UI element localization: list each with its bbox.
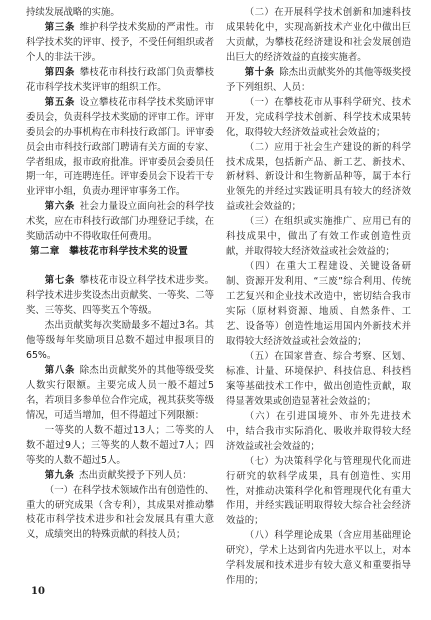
article-text: 攀枝花市科技行政部门负责攀枝花市科学技术奖评审的组织工作。: [26, 66, 214, 93]
article-label: 第九条: [44, 469, 75, 481]
page-number: 10: [31, 586, 45, 597]
article-4: [26, 66, 214, 96]
article-text: 维护科学技术奖励的严肃性。市科学技术奖的评审、授予，不受任何组织或者个人的非法干涉。: [26, 21, 214, 63]
list-item: （三）在组织或实施推广、应用已有的科技成果中，做出了有效工作或创造性贡献，并取得较大经济效益或社会效益的；: [226, 216, 411, 258]
list-item: （四）在重大工程建设、关键设备研制、资源开发利用、“三废”综合利用、传统工艺复兴和企业技术改造中，密切结合我市实际（原材料资源、地质、自然条件、工艺、设备等）创造性地运用国内外新技术并取得较大经济效益或社会效益的；: [226, 261, 411, 347]
article-text: 设立攀枝花市科学技术奖励评审委员会，负责科学技术奖励的评审工作。评审委员会的办事机构在市科技行政部门。评审委员会由市科技行政部门聘请有关方面的专家、学者组成，报市政府批准。评审委员会委员任期一年，可连聘连任。评审委员会下设若干专业评审小组，负责办理评审事务工作。: [26, 96, 214, 198]
list-item: （一）在攀枝花市从事科学研究、技术开发，完成科学技术创新、科学技术成果转化，取得较大经济效益或社会效益的；: [226, 96, 411, 138]
paragraph: 持续发展战略的实施。: [26, 7, 120, 18]
article-text: 除杰出贡献奖外的其他等级奖授予下列组织、人员：: [226, 66, 411, 93]
article-text: 社会力量设立面向社会的科学技术奖，应在市科技行政部门办理登记手续，在奖励活动中不得收取任何费用。: [26, 201, 214, 243]
paragraph: 杰出贡献奖每次奖励最多不超过3名。其他等级每年奖励项目总数不超过申报项目的65%。: [26, 320, 214, 361]
article-label: 第十条: [244, 66, 275, 78]
chapter-heading: [26, 245, 214, 260]
article-label: 第三条: [44, 21, 76, 33]
article-6: [26, 200, 214, 245]
list-item: （五）在国家普查、综合考察、区划、标准、计量、环境保护、科技信息、科技档案等基础技术工作中，做出创造性贡献，取得显著效果或创造显著社会效益的；: [226, 350, 411, 407]
list-item: （六）在引进国境外、市外先进技术中，结合我市实际消化、吸收并取得较大经济效益或社会效益的；: [226, 410, 411, 452]
chapter-title: 攀枝花市科学技术奖的设置: [69, 246, 189, 258]
article-label: 第六条: [44, 201, 76, 213]
article-label: 第七条: [44, 275, 76, 287]
list-item: （二）在开展科学技术创新和加速科技成果转化中，实现高新技术产业化中做出巨大贡献，为攀枝花经济建设和社会发展创造出巨大的经济效益的直接实施者。: [226, 7, 411, 63]
article-10: [226, 66, 411, 96]
article-label: 第四条: [44, 66, 76, 78]
right-column: [226, 6, 411, 589]
list-item: （二）应用于社会生产建设的新的科学技术成果，包括新产品、新工艺、新技术、新材料、新设计和生物新品种等，属于本行业领先的并经过实践证明具有较大的经济效益或社会效益的；: [226, 141, 411, 213]
article-5: [26, 96, 214, 201]
article-3: [26, 21, 214, 66]
left-column: [26, 6, 214, 543]
article-7: [26, 274, 214, 319]
article-text: 攀枝花市设立科学技术进步奖。科学技术进步奖设杰出贡献奖、一等奖、二等奖、三等奖、四等奖五个等级。: [26, 275, 214, 317]
article-text: 除杰出贡献奖外的其他等级受奖人数实行限额。主要完成人员一般不超过5名，若项目多参单位合作完成，视其获奖等级情况，可适当增加，但不得超过下列限额：: [26, 364, 214, 421]
article-label: 第五条: [44, 96, 76, 108]
article-9: [26, 469, 214, 484]
list-item: （七）为决策科学化与管理现代化而进行研究的软科学成果，具有创造性、实用性，对推动决策科学化和管理现代化有重大作用，并经实践证明取得较大综合社会经济效益的；: [226, 455, 411, 527]
chapter-number: 第二章: [30, 246, 60, 258]
list-item: （一）在科学技术领域作出有创造性的、重大的研究成果（含专利），其成果对推动攀枝花市科学技术进步和社会发展具有重大意义，成绩突出的特殊贡献的科技人员；: [26, 484, 214, 541]
list-item: （八）科学理论成果（含应用基础理论研究），学术上达到省内先进水平以上，对本学科发展和技术进步有较大意义和重要指导作用的；: [226, 530, 411, 587]
article-text: 杰出贡献奖授予下列人员：: [79, 469, 192, 481]
article-label: 第八条: [44, 364, 76, 376]
paragraph: 一等奖的人数不超过13人；二等奖的人数不超过9人；三等奖的人数不超过7人；四等奖的人数不超过5人。: [26, 424, 214, 466]
article-8: [26, 364, 214, 424]
